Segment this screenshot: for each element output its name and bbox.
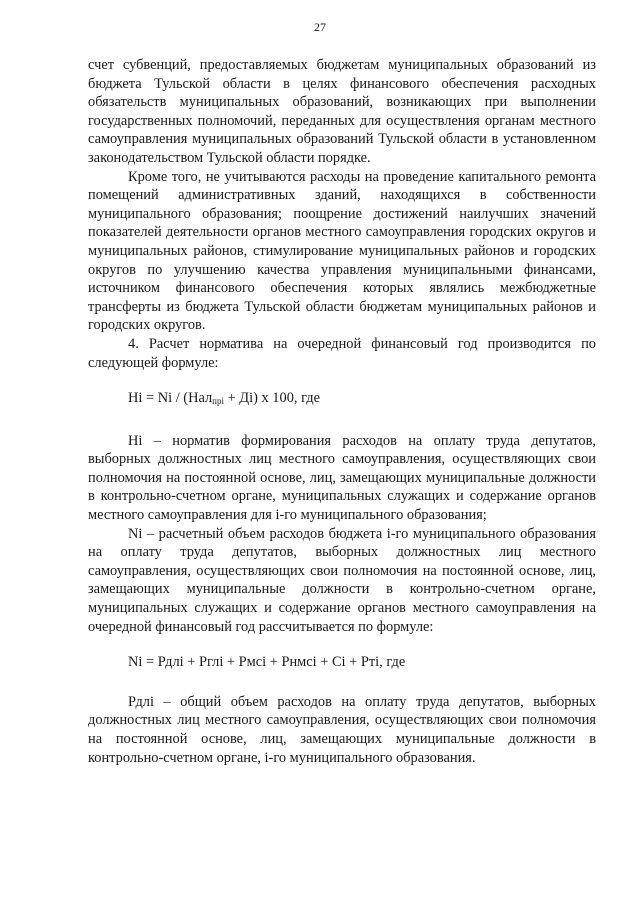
formula-norm-rest: + Дi) х 100, где xyxy=(224,390,320,407)
paragraph-ni-definition: Ni – расчетный объем расходов бюджета i-го муниципального образования на оплату труда депутатов, выборных должностных лиц местного самоуправления, осуществляющих свои полномочия на постоянной основе, лиц, замещающих муниципальные должности в контрольно-счетном органе, муниципальных служащих и содержание органов местного самоуправления на очередной финансовый год рассчитывается по формуле: xyxy=(88,525,596,635)
paragraph-hi-definition: Hi – норматив формирования расходов на оплату труда депутатов, выборных должностных лиц местного самоуправления, осуществляющих свои полномочия на постоянной основе, лиц, замещающих муниципальные должности в контрольно-счетном органе, муниципальных служащих и содержание органов местного самоуправления для i-го муниципального образования; xyxy=(88,432,596,524)
document-body xyxy=(88,56,596,767)
paragraph-subventions: счет субвенций, предоставляемых бюджетам муниципальных образований из бюджета Тульской области в целях финансового обеспечения расходных обязательств муниципальных образований, возникающих при выполнении государственных полномочий, переданных для осуществления органам местного самоуправления муниципальных образований Тульской области в установленном законодательством Тульской области порядке. xyxy=(88,57,596,166)
page-number: 27 xyxy=(314,20,326,34)
paragraph-calculation-intro: 4. Расчет норматива на очередной финансовый год производится по следующей формуле: xyxy=(88,335,596,371)
formula-ni: Ni = Рдлi + Рглi + Рмсi + Рнмсi + Сi + Рті, где xyxy=(128,654,406,671)
paragraph-rdli-definition: Рдлi – общий объем расходов на оплату труда депутатов, выборных должностных лиц местного самоуправления, осуществляющих свои полномочия на постоянной основе, лиц, замещающих муниципальные должности в контрольно-счетном органе, i-го муниципального образования. xyxy=(88,693,596,766)
paragraph-excluded-expenses: Кроме того, не учитываются расходы на проведение капитального ремонта помещений административных зданий, находящихся в собственности муниципального образования; поощрение достижений наилучших значений показателей деятельности органов местного самоуправления городских округов и муниципальных районов, стимулирование муниципальных районов и городских округов по улучшению качества управления муниципальными финансами, источником финансового обеспечения которых являлись межбюджетные трансферты из бюджета Тульской области бюджетам муниципальных районов и городских округов. xyxy=(88,168,596,334)
formula-norm xyxy=(88,389,596,411)
formula-norm-main: Hi = Ni / (Нал xyxy=(128,390,213,407)
formula-norm-subscript: пpi xyxy=(212,396,224,407)
